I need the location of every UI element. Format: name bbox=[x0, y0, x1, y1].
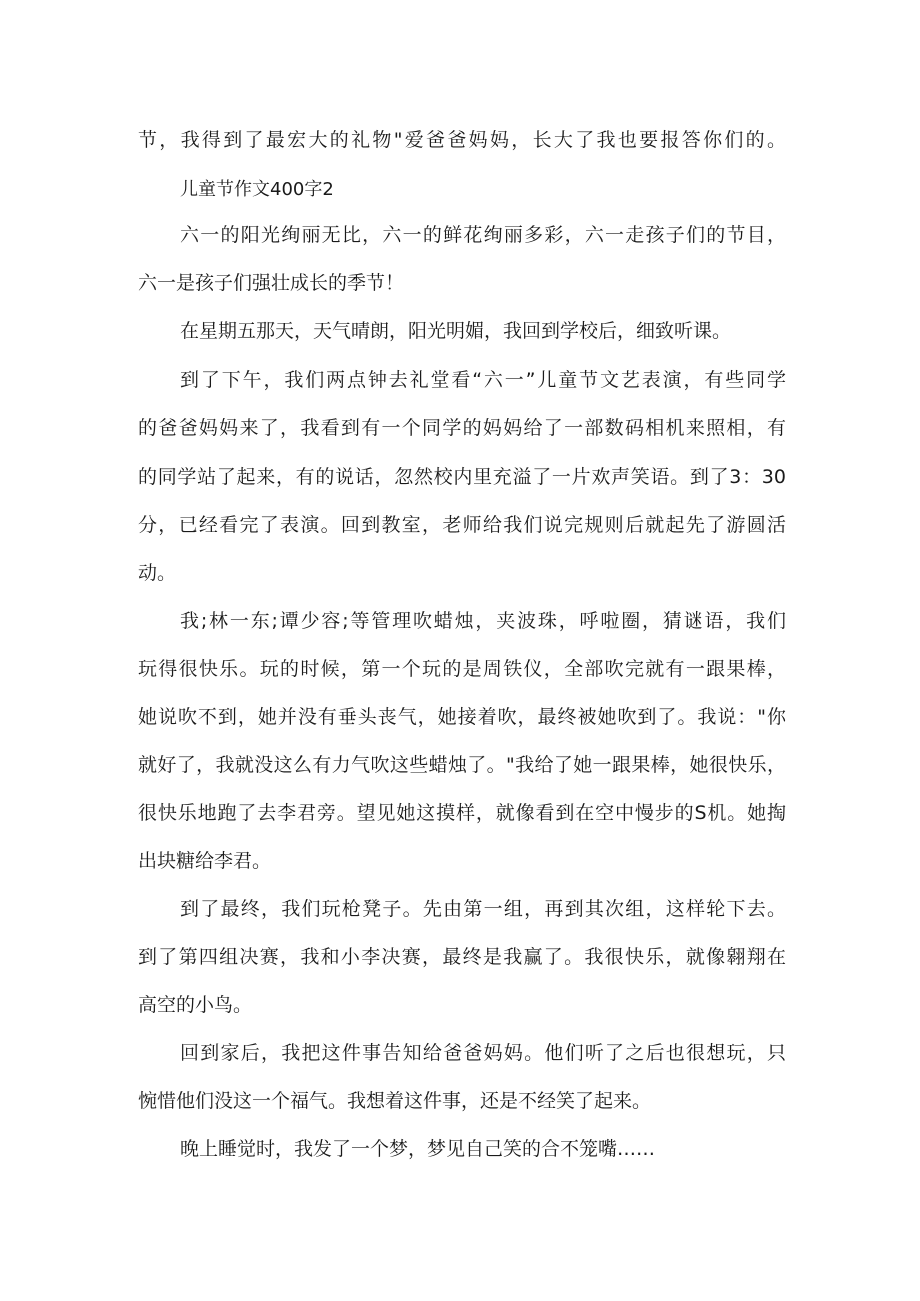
text-line: 出块糖给李君。 bbox=[138, 850, 272, 872]
text-line: 的爸爸妈妈来了，我看到有一个同学的妈妈给了一部数码相机来照相，有 bbox=[138, 417, 786, 439]
text-line: 就好了，我就没这么有力气吹这些蜡烛了。"我给了她一跟果棒，她很快乐， bbox=[138, 754, 786, 776]
text-line: 的同学站了起来，有的说话，忽然校内里充溢了一片欢声笑语。到了3：30 bbox=[138, 466, 786, 488]
text-line: 高空的小鸟。 bbox=[138, 994, 253, 1016]
text-line: 她说吹不到，她并没有垂头丧气，她接着吹，最终被她吹到了。我说："你 bbox=[138, 706, 786, 728]
text-line: 六一是孩子们强壮成长的季节！ bbox=[138, 272, 405, 294]
text-line: 我;林一东;谭少容;等管理吹蜡烛，夹波珠，呼啦圈，猜谜语，我们 bbox=[180, 610, 786, 632]
text-line: 惋惜他们没这一个福气。我想着这件事，还是不经笑了起来。 bbox=[138, 1090, 652, 1112]
text-line: 分，已经看完了表演。回到教室，老师给我们说完规则后就起先了游圆活 bbox=[138, 514, 786, 536]
text-line: 在星期五那天，天气晴朗，阳光明媚，我回到学校后，细致听课。 bbox=[180, 320, 732, 342]
text-line: 很快乐地跑了去李君旁。望见她这摸样，就像看到在空中慢步的S机。她掏 bbox=[138, 802, 786, 824]
text-line: 节，我得到了最宏大的礼物"爱爸爸妈妈，长大了我也要报答你们的。 bbox=[138, 129, 786, 151]
text-line: 到了最终，我们玩枪凳子。先由第一组，再到其次组，这样轮下去。 bbox=[180, 898, 786, 920]
text-line: 回到家后，我把这件事告知给爸爸妈妈。他们听了之后也很想玩，只 bbox=[180, 1042, 786, 1064]
text-line: 动。 bbox=[138, 562, 177, 584]
text-line: 到了下午，我们两点钟去礼堂看“六一”儿童节文艺表演，有些同学 bbox=[180, 369, 786, 391]
text-line: 晚上睡觉时，我发了一个梦，梦见自己笑的合不笼嘴…… bbox=[180, 1138, 656, 1160]
text-line: 玩得很快乐。玩的时候，第一个玩的是周铁仪，全部吹完就有一跟果棒， bbox=[138, 658, 786, 680]
section-title: 儿童节作文400字2 bbox=[180, 179, 334, 200]
text-line: 到了第四组决赛，我和小李决赛，最终是我赢了。我很快乐，就像翱翔在 bbox=[138, 946, 786, 968]
text-line: 六一的阳光绚丽无比，六一的鲜花绚丽多彩，六一走孩子们的节目， bbox=[180, 224, 786, 246]
